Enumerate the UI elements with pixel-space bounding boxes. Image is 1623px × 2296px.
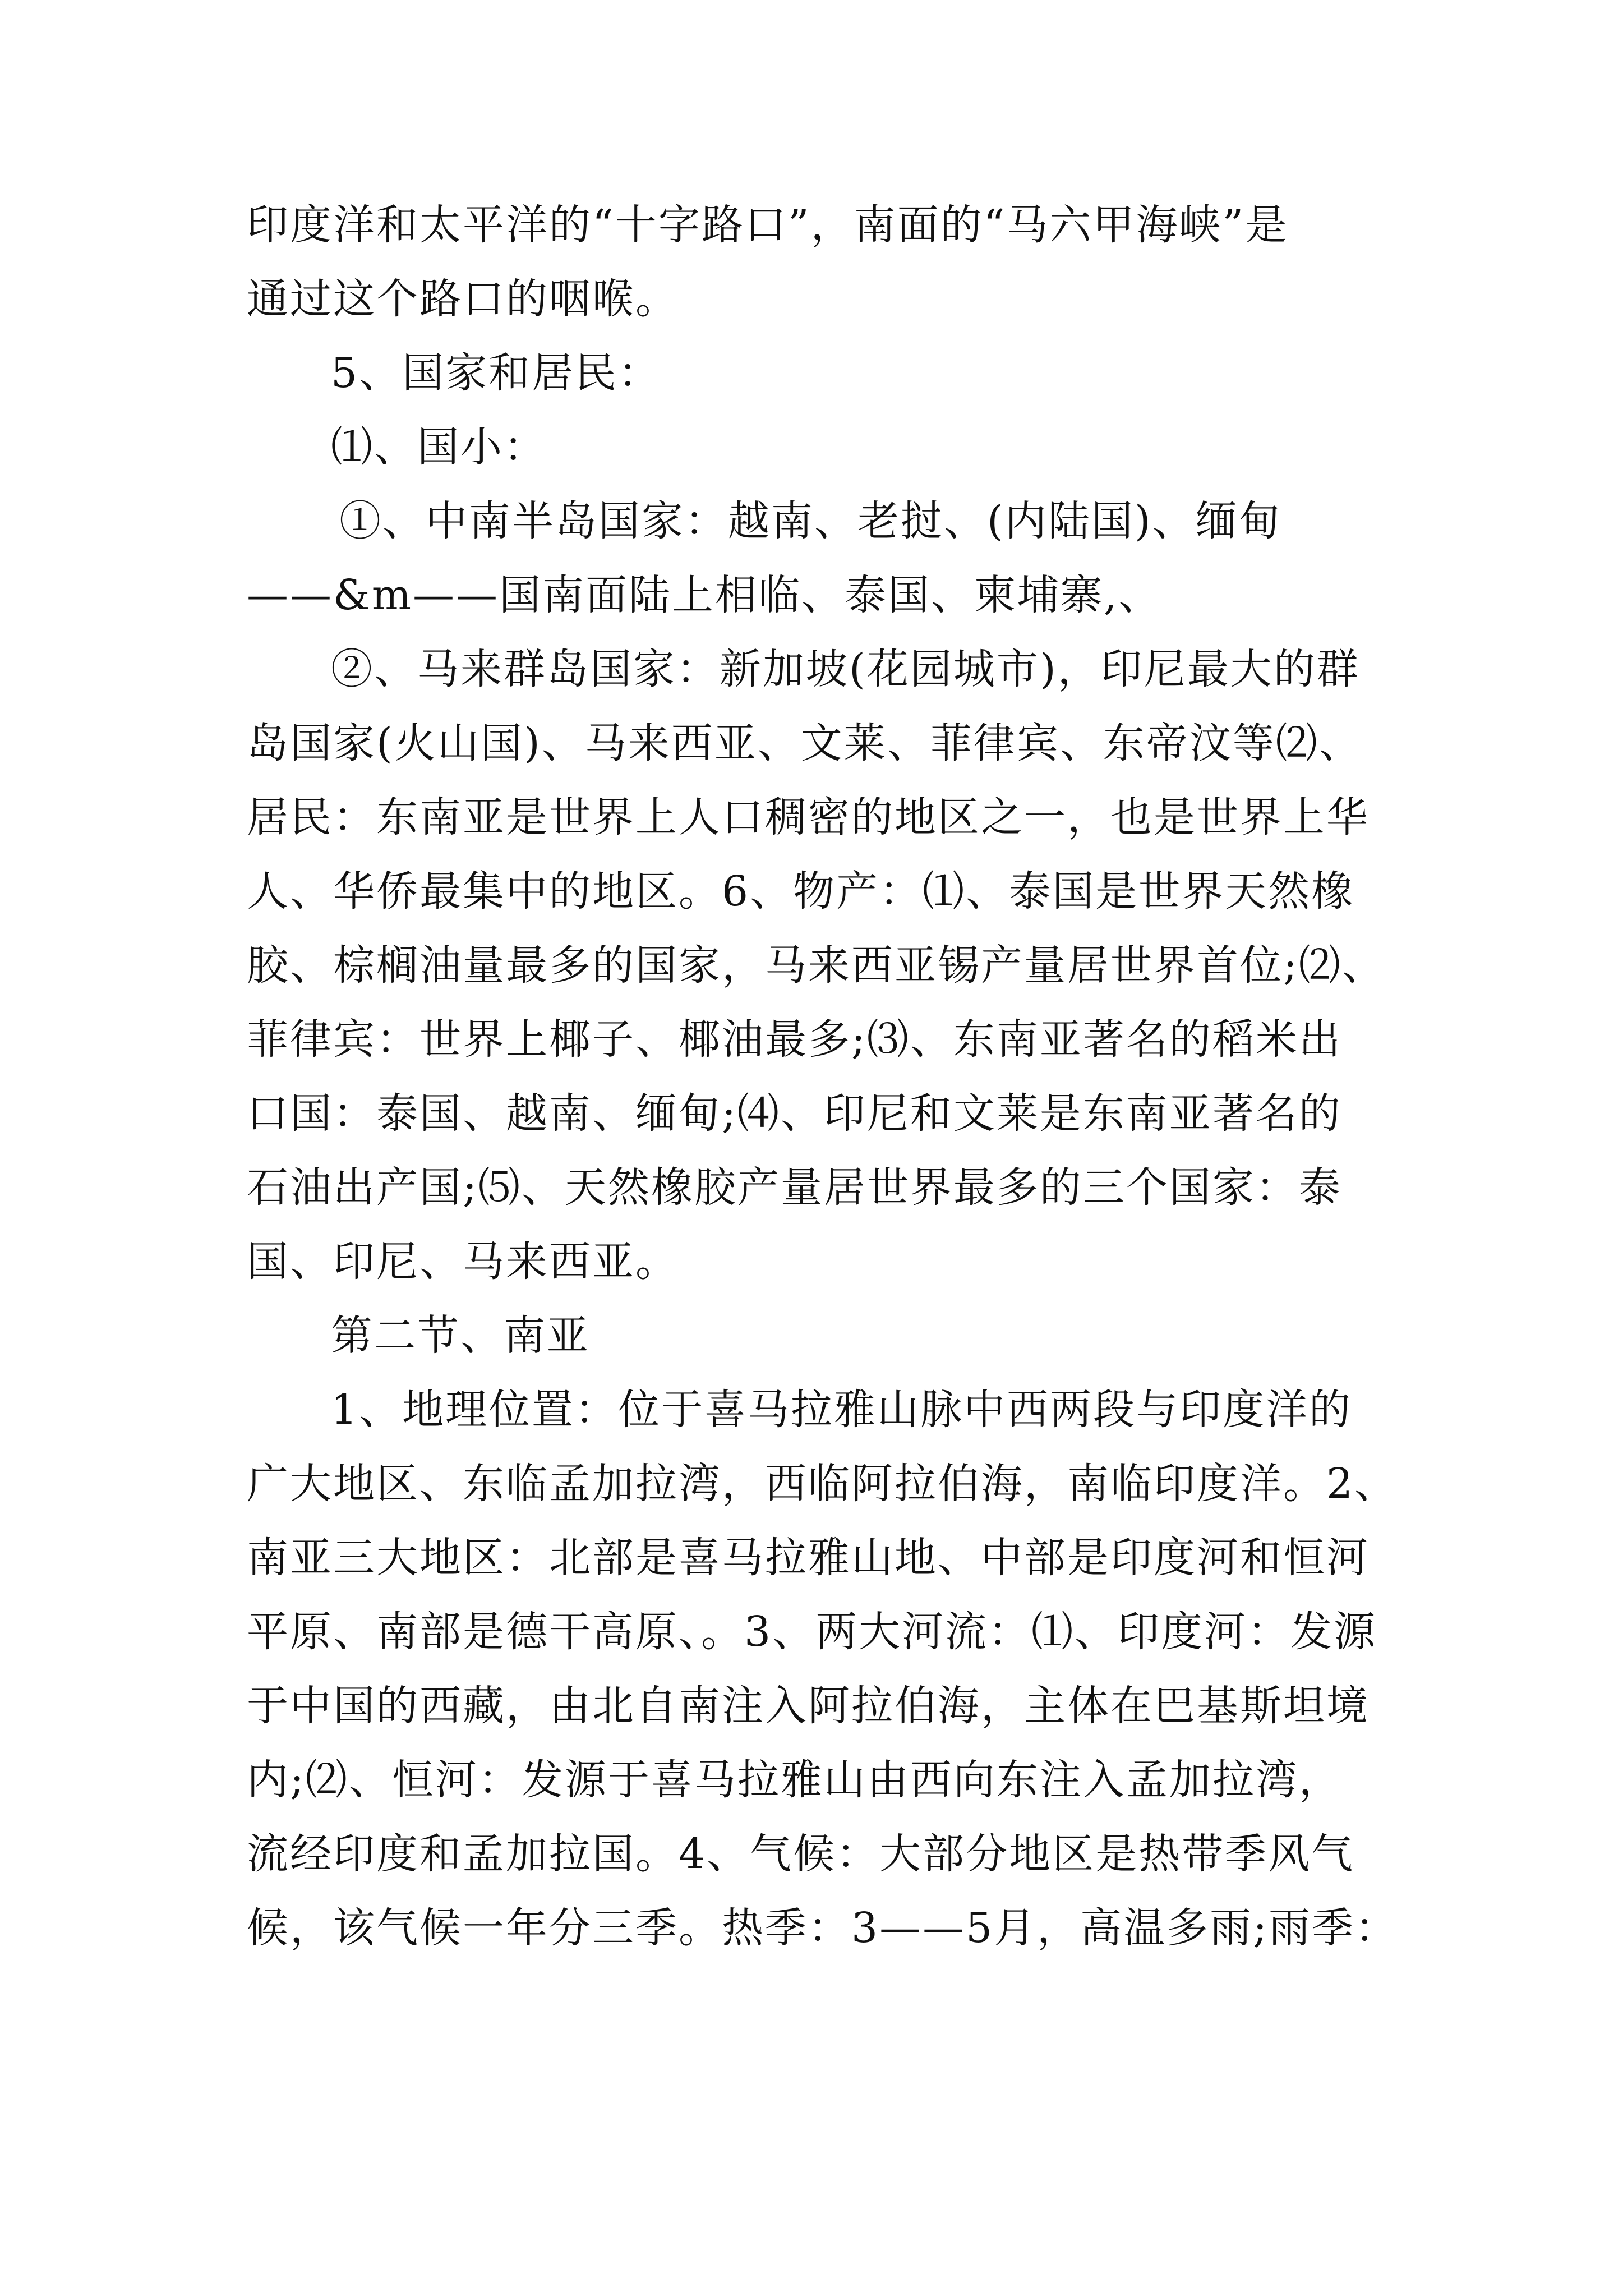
document-body	[247, 188, 1399, 1965]
text-line: 通过这个路口的咽喉。	[247, 275, 679, 323]
text-line: 于中国的西藏，由北自南注入阿拉伯海，主体在巴基斯坦境	[247, 1682, 1370, 1730]
text-line: 候，该气候一年分三季。热季：3——5月，高温多雨;雨季：	[247, 1904, 1399, 1952]
text-line: 1、地理位置：位于喜马拉雅山脉中西两段与印度洋的	[331, 1386, 1353, 1434]
text-line: 平原、南部是德干高原、。3、两大河流：⑴、印度河：发源	[247, 1608, 1377, 1656]
text-line: 胶、棕榈油量最多的国家，马来西亚锡产量居世界首位;⑵、	[247, 941, 1385, 990]
text-line: 居民：东南亚是世界上人口稠密的地区之一，也是世界上华	[247, 793, 1370, 841]
text-line: 石油出产国;⑸、天然橡胶产量居世界最多的三个国家：泰	[247, 1163, 1342, 1212]
section-heading: 第二节、南亚	[331, 1312, 590, 1360]
subsection-heading: ⑴、国小：	[331, 423, 547, 471]
text-line: 人、华侨最集中的地区。6、物产：⑴、泰国是世界天然橡	[247, 867, 1355, 915]
text-line: 口国：泰国、越南、缅甸;⑷、印尼和文莱是东南亚著名的	[247, 1089, 1342, 1138]
text-line: 印度洋和太平洋的“十字路口”，南面的“马六甲海峡”是	[247, 201, 1289, 249]
text-line: 广大地区、东临孟加拉湾，西临阿拉伯海，南临印度洋。2、	[247, 1460, 1398, 1508]
text-line: 流经印度和孟加拉国。4、气候：大部分地区是热带季风气	[247, 1830, 1355, 1878]
text-line: 菲律宾：世界上椰子、椰油最多;⑶、东南亚著名的稻米出	[247, 1015, 1342, 1064]
section-heading: 5、国家和居民：	[331, 349, 662, 397]
text-line: ②、马来群岛国家：新加坡(花园城市)，印尼最大的群	[331, 645, 1360, 693]
text-line: ——&m——国南面陆上相临、泰国、柬埔寨,、	[247, 571, 1162, 619]
text-line: 内;⑵、恒河：发源于喜马拉雅山由西向东注入孟加拉湾，	[247, 1756, 1342, 1804]
text-line: ①、中南半岛国家：越南、老挝、(内陆国)、缅甸	[339, 497, 1282, 545]
text-line: 国、印尼、马来西亚。	[247, 1237, 679, 1286]
text-line: 南亚三大地区：北部是喜马拉雅山地、中部是印度河和恒河	[247, 1534, 1370, 1582]
text-line: 岛国家(火山国)、马来西亚、文莱、菲律宾、东帝汶等⑵、	[247, 719, 1362, 767]
